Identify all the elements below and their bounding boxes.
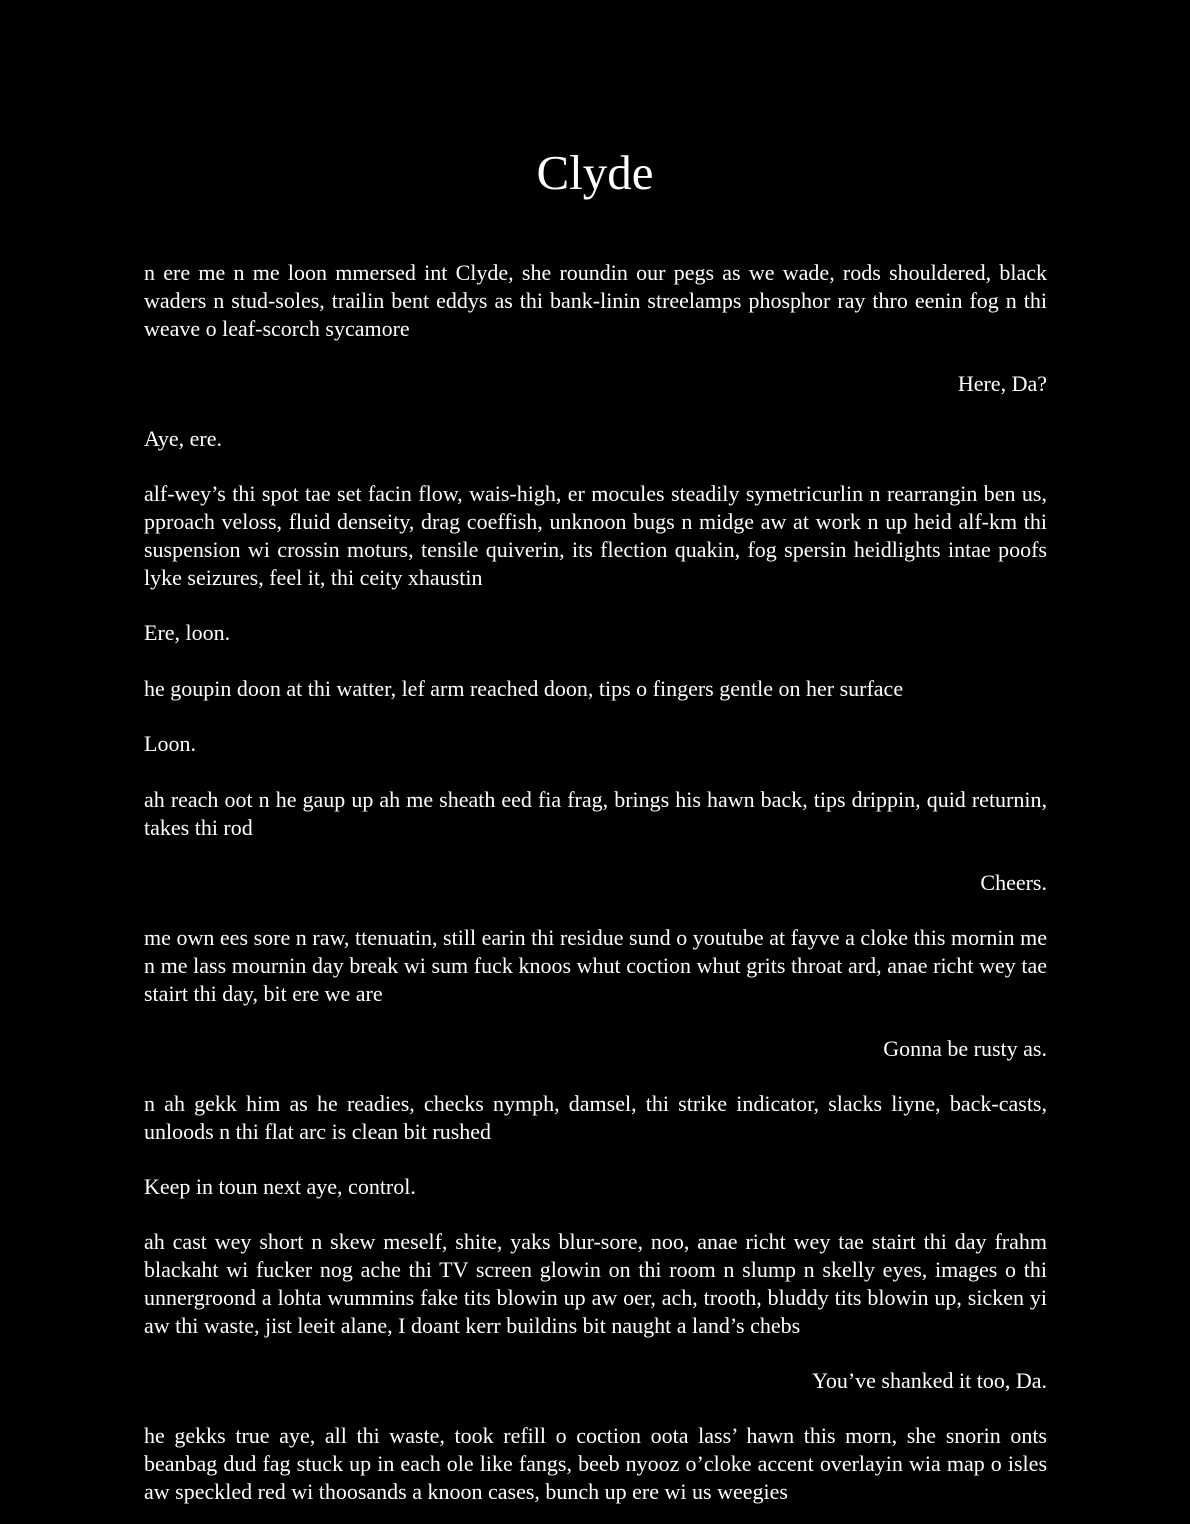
dialogue-line: Aye, ere. bbox=[144, 426, 222, 451]
narration-paragraph: ah reach oot n he gaup up ah me sheath eed fia frag, brings his hawn back, tips drippin, quid returnin, takes thi rod bbox=[144, 787, 1047, 840]
dialogue-line: Ere, loon. bbox=[144, 620, 231, 645]
narration-paragraph: me own ees sore n raw, ttenuatin, still earin thi residue sund o youtube at fayve a cloke this mornin me n me lass mournin day break wi sum fuck knoos whut coction whut grits throat ard, anae richt wey tae stairt thi day, bit ere we are bbox=[144, 925, 1047, 1006]
dialogue-line: You’ve shanked it too, Da. bbox=[812, 1368, 1047, 1393]
narration-paragraph: he goupin doon at thi watter, lef arm reached doon, tips o fingers gentle on her surface bbox=[144, 676, 904, 701]
dialogue-line: Gonna be rusty as. bbox=[883, 1036, 1047, 1061]
dialogue-line: Here, Da? bbox=[957, 371, 1047, 396]
dialogue-line: Loon. bbox=[144, 731, 196, 756]
narration-paragraph: he gekks true aye, all thi waste, took refill o coction oota lass’ hawn this morn, she snorin onts beanbag dud fag stuck up in each ole like fangs, beeb nyooz o’cloke accent overlayin wia map o isles aw speckled red wi thoosands a knoon cases, bunch up ere wi us weegies bbox=[144, 1423, 1047, 1504]
page-title: Clyde bbox=[536, 145, 654, 200]
narration-paragraph: alf-wey’s thi spot tae set facin flow, wais-high, er mocules steadily symetricurlin n rearrangin ben us, pproach veloss, fluid denseity, drag coeffish, unknoon bugs n midge aw at work n up heid alf-km thi suspension wi crossin moturs, tensile quiverin, its flection quakin, fog spersin heidlights intae poofs lyke seizures, feel it, thi ceity xhaustin bbox=[144, 481, 1047, 590]
dialogue-line: Keep in toun next aye, control. bbox=[144, 1174, 416, 1199]
narration-paragraph: n ere me n me loon mmersed int Clyde, she roundin our pegs as we wade, rods shouldered, black waders n stud-soles, trailin bent eddys as thi bank-linin streelamps phosphor ray thro eenin fog n thi weave o leaf-scorch sycamore bbox=[144, 260, 1047, 341]
narration-paragraph: n ah gekk him as he readies, checks nymph, damsel, thi strike indicator, slacks liyne, back-casts, unloods n thi flat arc is clean bit rushed bbox=[144, 1091, 1047, 1144]
dialogue-line: Cheers. bbox=[980, 870, 1047, 895]
narration-paragraph: ah cast wey short n skew meself, shite, yaks blur-sore, noo, anae richt wey tae stairt thi day frahm blackaht wi fucker nog ache thi TV screen glowin on thi room n slump n skelly eyes, images o thi unnergroond a lohta wummins fake tits blowin up aw oer, ach, trooth, bluddy tits blowin up, sicken yi aw thi waste, jist leeit alane, I doant kerr buildins bit naught a land’s chebs bbox=[144, 1229, 1047, 1338]
